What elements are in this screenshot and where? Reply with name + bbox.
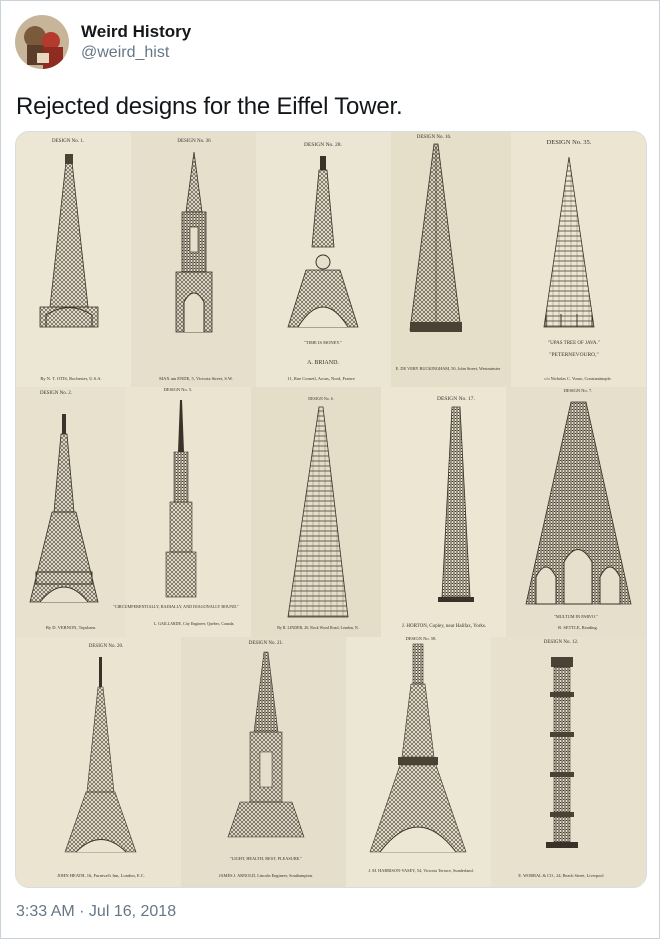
author-handle[interactable]: @weird_hist [81,44,170,61]
plate-caption: 11, Rue Corneil, Arous, Nord, France [287,376,355,381]
author-name[interactable]: Weird History [81,22,192,41]
plate-motto: "CIRCUMFERENTIALLY, RADIALLY, AND DIAGONALLY BOUND." [113,604,239,609]
plate-motto: "TIME IS MONEY." [304,340,342,345]
plate-title: DESIGN No. 7. [563,388,593,393]
plate-caption: By N. T. OTIS, Rochester, U.S.A. [40,376,102,381]
plate-title: DESIGN No. 35. [546,139,592,146]
plate-title: DESIGN No. 1. [52,139,84,144]
plate-title: DESIGN No. 20. [88,644,124,649]
tweet-image[interactable] [15,131,647,888]
plate-motto: "LIGHT, HEALTH, REST, PLEASURE." [229,856,303,861]
plate-title: DESIGN No. 36 [177,139,211,144]
plate-caption: MAX am ENDE, 5, Victoria Street, S.W. [159,376,233,381]
plate-caption: J. M. HARRISON-VASEY, 54, Victoria Terrace, Sunderland. [368,868,474,873]
plate-caption: c/o Nicholas C. Vouro, Constantinople. [544,376,612,381]
eiffel-designs-collage [16,132,646,887]
plate-motto: "UPAS TREE OF JAVA." [548,341,600,346]
plate-title: DESIGN No. 28. [304,142,342,148]
plate-title: DESIGN No. 17. [437,396,475,402]
plate-motto: "MULTUM IN PARVO." [554,614,598,619]
plate-caption: R. SETTLE, Reading. [558,625,598,630]
tweet-text: Rejected designs for the Eiffel Tower. [16,93,403,120]
plate-caption: L. GAILLARDE, City Engineer, Quebec, Canada. [153,621,235,626]
plate-title: DESIGN No. 16. [416,135,452,140]
plate-motto: A. BRIAND. [307,360,339,366]
plate-caption: J. HORTON, Copley, near Halifax, Yorks. [401,624,487,629]
plate-motto: "PETERNEVOURO," [549,352,599,358]
plate-title: DESIGN No. 5. [163,387,193,392]
plate-caption: By R. LINDER, 20, Rock Wood Road, London, N. [277,625,359,630]
plate-caption: JOHN HEATH, 16, Furnival's Inn, London, E.C. [57,873,145,878]
tweet-timestamp[interactable]: 3:33 AM · Jul 16, 2018 [16,903,177,920]
plate-caption: JAMES J. ARNOLD, Lincoln Engineer, Southampton. [218,873,314,878]
plate-caption: E. DE VERY BUCKINGHAM, 50, John Street, Westminster [395,366,501,371]
plate-title: DESIGN No. 12. [543,640,579,645]
plate-caption: E. WORRAL & CO., 24, Beach Street, Liverpool [518,873,604,878]
avatar[interactable] [15,15,69,69]
plate-title: DESIGN No. 21. [248,641,284,646]
plate-caption: By D. VERNON, Topsham. [45,625,97,630]
plate-title: DESIGN No. 2. [40,391,72,396]
plate-title: DESIGN No. 6. [308,396,334,401]
plate-title: DESIGN No. 58. [405,636,437,641]
